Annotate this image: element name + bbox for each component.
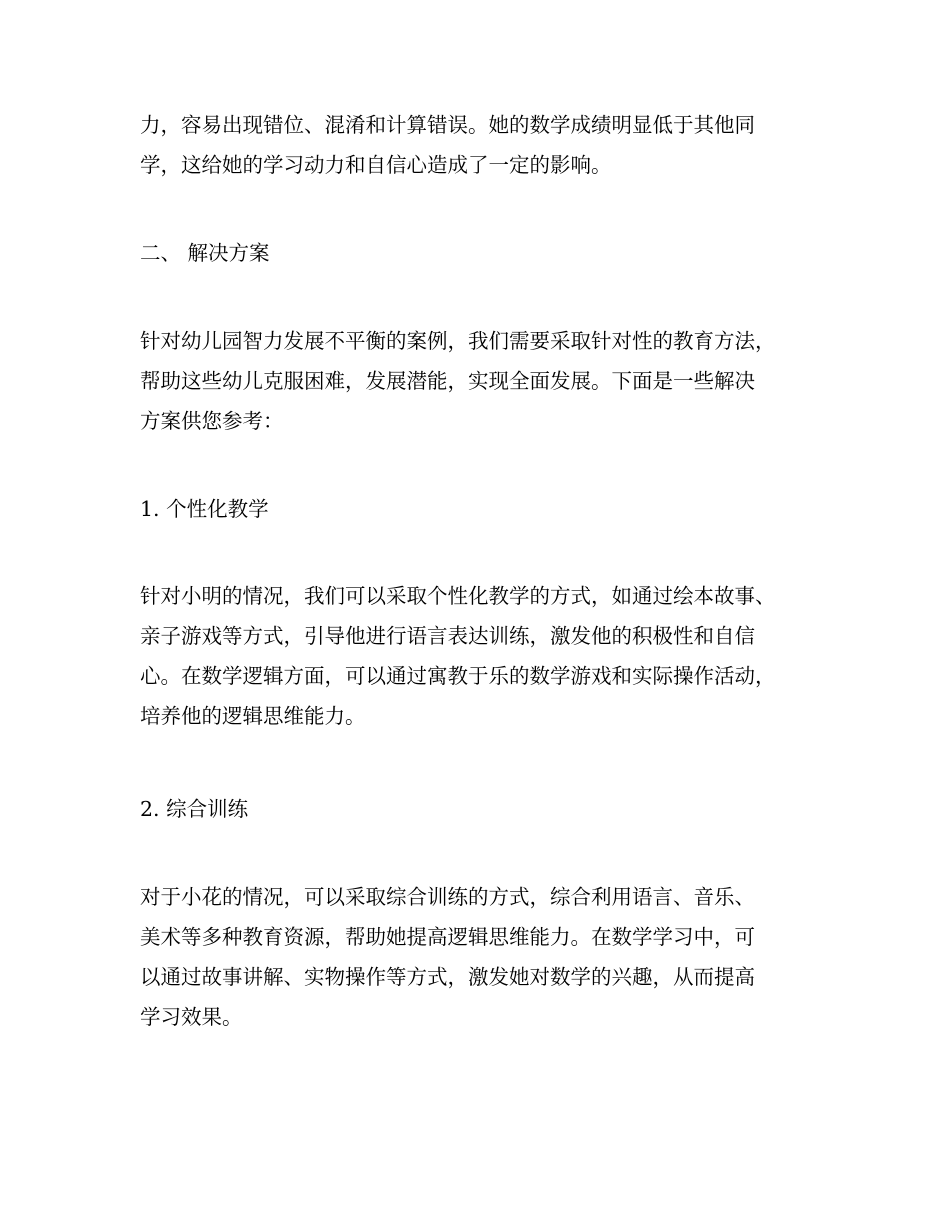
item2-paragraph-line: 对于小花的情况，可以采取综合训练的方式，综合利用语言、音乐、 <box>140 885 755 909</box>
item2-heading: 2. 综合训练 <box>140 797 249 821</box>
item1-heading: 1. 个性化教学 <box>140 497 269 521</box>
item1-paragraph-line: 培养他的逻辑思维能力。 <box>140 704 366 728</box>
item2-paragraph-line: 以通过故事讲解、实物操作等方式，激发她对数学的兴趣，从而提高 <box>140 965 755 989</box>
intro-paragraph-line: 学，这给她的学习动力和自信心造成了一定的影响。 <box>140 153 612 177</box>
intro-paragraph-line: 力，容易出现错位、混淆和计算错误。她的数学成绩明显低于其他同 <box>140 113 755 137</box>
section-paragraph-line: 针对幼儿园智力发展不平衡的案例，我们需要采取针对性的教育方法， <box>140 329 776 353</box>
item2-paragraph-line: 学习效果。 <box>140 1005 243 1029</box>
item1-paragraph-line: 心。在数学逻辑方面，可以通过寓教于乐的数学游戏和实际操作活动， <box>140 664 776 688</box>
item1-paragraph-line: 亲子游戏等方式，引导他进行语言表达训练，激发他的积极性和自信 <box>140 624 755 648</box>
section-paragraph-line: 方案供您参考： <box>140 409 284 433</box>
item1-paragraph-line: 针对小明的情况，我们可以采取个性化教学的方式，如通过绘本故事、 <box>140 584 776 608</box>
item2-paragraph-line: 美术等多种教育资源，帮助她提高逻辑思维能力。在数学学习中，可 <box>140 925 755 949</box>
section-heading: 二、 解决方案 <box>140 241 270 265</box>
section-paragraph-line: 帮助这些幼儿克服困难，发展潜能，实现全面发展。下面是一些解决 <box>140 369 755 393</box>
